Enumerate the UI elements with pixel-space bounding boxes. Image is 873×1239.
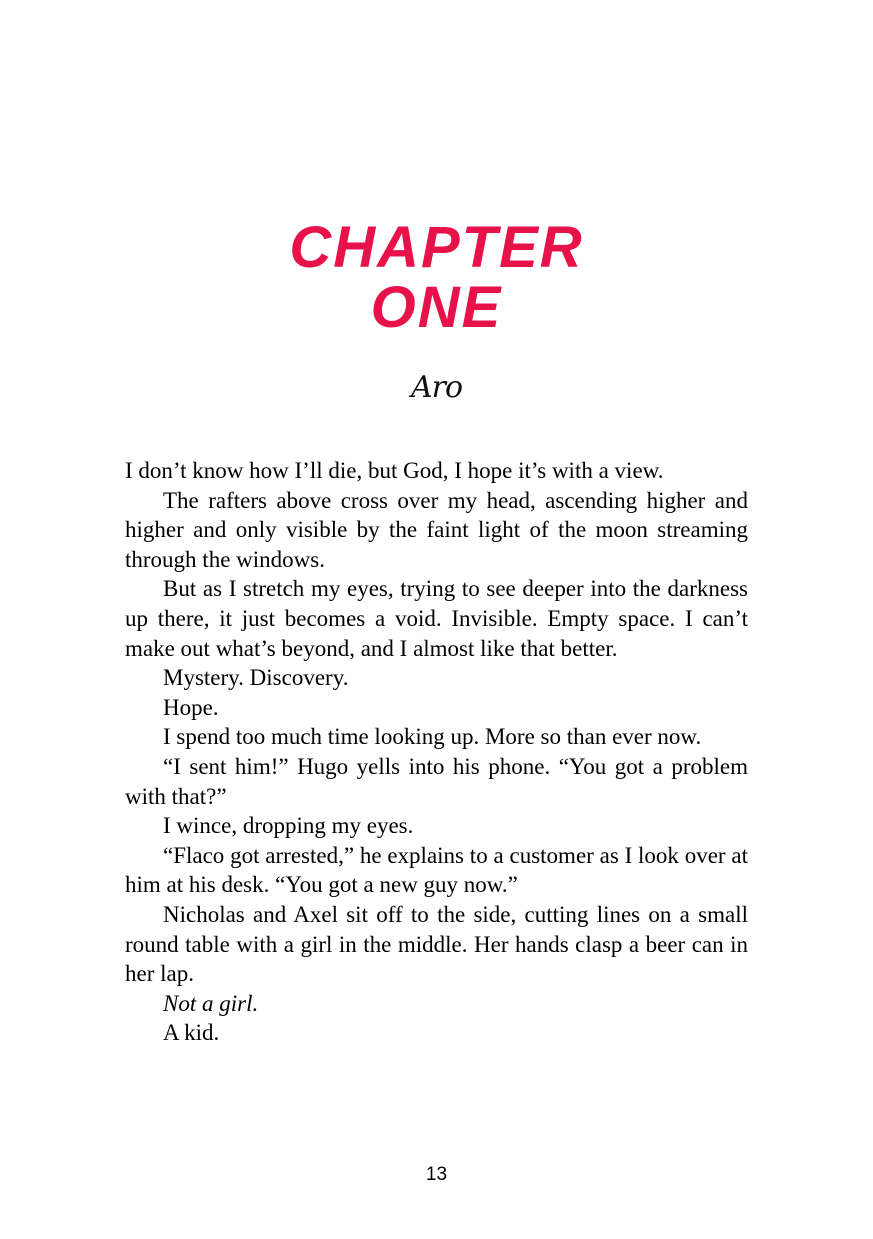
paragraph: But as I stretch my eyes, trying to see deeper into the darkness up there, it just becomes a void. Invisible. Empty space. I can’t make out what’s beyond, and I almost like that better. — [125, 576, 748, 661]
chapter-body — [125, 456, 748, 1048]
paragraph: “I sent him!” Hugo yells into his phone. “You got a problem with that?” — [125, 753, 748, 809]
pov-character-name: Aro — [410, 370, 463, 405]
paragraph: The rafters above cross over my head, ascending higher and higher and only visible by the faint light of the moon streaming through the windows. — [125, 487, 748, 572]
paragraph: Not a girl. — [163, 990, 259, 1016]
chapter-label: CHAPTER — [289, 215, 584, 280]
paragraph: I spend too much time looking up. More so than ever now. — [163, 724, 702, 750]
page-number: 13 — [425, 1164, 448, 1185]
paragraph: Mystery. Discovery. — [163, 665, 349, 691]
paragraph: Hope. — [163, 694, 219, 720]
paragraph: “Flaco got arrested,” he explains to a customer as I look over at him at his desk. “You got a new guy now.” — [125, 842, 748, 898]
chapter-heading — [0, 215, 873, 340]
paragraph: I don’t know how I’ll die, but God, I hope it’s with a view. — [125, 458, 664, 483]
paragraph: Nicholas and Axel sit off to the side, cutting lines on a small round table with a girl in the middle. Her hands clasp a beer can in her lap. — [125, 901, 748, 987]
chapter-number: ONE — [370, 275, 503, 340]
paragraph: A kid. — [163, 1020, 220, 1046]
paragraph: I wince, dropping my eyes. — [163, 813, 414, 839]
